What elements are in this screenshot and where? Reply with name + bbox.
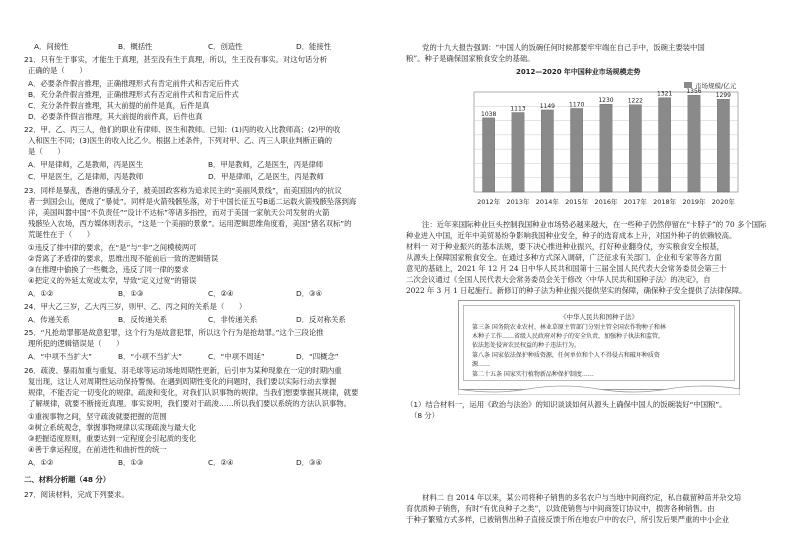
choice: D．反对称关系: [296, 315, 346, 324]
x-tick-label: 2013年: [506, 198, 530, 206]
x-tick-label: 2017年: [623, 198, 647, 206]
option: C．创造性: [208, 42, 243, 51]
data-label: 1222: [627, 97, 643, 105]
option: A．间接性: [34, 42, 69, 51]
question-stem: 洋，美国叫嚣中国“不负责任”“设计不达标”等诸多指控，而对于美国一家航天公司发射的火箭: [28, 208, 330, 217]
legend-swatch: [684, 82, 692, 88]
data-label: 1113: [510, 105, 526, 113]
note-text: 注：近年来国际种业巨头控制我国种业市场势必越来越大，在一些种子仍然停留在“卡脖子”的 70 多个国际: [422, 220, 767, 229]
material-text: 意见的基础上，2021 年 12 月 24 日中华人民共和国第十三届全国人民代表大会常务委员会第三十: [406, 264, 727, 273]
law-line: 第三条 国务院农业农村、林业草原主管部门分别主管全国农作物种子和林: [472, 324, 666, 331]
material-text: 二次会议通过《全国人民代表大会常务委员会关于修改〈中华人民共和国种子法〉的决定》，自: [406, 275, 711, 284]
option: B．甲是教师，乙是医生，丙是律师: [208, 160, 324, 169]
law-line: 木种子工作……省级人民政府对种子的安全负责，加强种子执法和监管，: [472, 333, 665, 340]
question-stem: 23．同样是暴乱，香港的骚乱分子，被美国政客称为追求民主的“美丽风景线”，而美国国内的抗议: [24, 186, 342, 195]
bar-2016年: [600, 104, 612, 192]
right-column: [406, 0, 778, 544]
data-label: 1170: [569, 101, 585, 109]
question-stem: （8 分）: [410, 411, 439, 420]
intro-text: 党的十九大报告强调：“中国人的饭碗任何时候都要牢牢端在自己手中，饭碗主要装中国: [422, 43, 705, 52]
x-tick-label: 2015年: [565, 198, 589, 206]
x-tick-label: 2014年: [535, 198, 559, 206]
box-wave-edge: [458, 385, 740, 395]
left-column: [24, 0, 384, 544]
material-text: 从源头上保障国家粮食安全。在通过多种方式深入调研，广泛征求有关部门、企业和专家等各方面: [406, 253, 722, 262]
choice: C．“中项不周延”: [208, 352, 265, 361]
question-stem: 26．疏浚、暴雨加重与重复、羽毛球等运动场地周期性更新，后引申为某种现象在一定的时期内重: [24, 366, 342, 375]
bar-2012年: [483, 118, 495, 192]
data-label: 1038: [481, 110, 497, 118]
bar-2014年: [541, 110, 553, 192]
option: D．必要条件假言推理，其大前提的前件真，后件也真: [28, 112, 203, 121]
statement: ④善于拿运程度，在前进性和曲折性的统一: [28, 445, 167, 454]
law-line: 第二十五条 国家实行植物新品种保护制度……: [472, 371, 594, 378]
law-line: 依法惩处侵害农民权益的种子违法行为。: [472, 342, 581, 349]
choice: C．非传递关系: [208, 315, 258, 324]
choice: D．③④: [296, 458, 323, 467]
option: C．甲是医生，乙是律师，丙是教师: [28, 172, 144, 181]
intro-text: 粮”。种子是确保国家粮食安全的基础。: [406, 54, 535, 63]
law-line: 第八条 国家依法保护种质资源，任何单位和个人不得侵占和破坏种质资: [472, 352, 660, 359]
choice: C．②④: [208, 289, 234, 298]
statement: ①违反了排中律的要求，在“是”与“非”之间模棱两可: [28, 243, 197, 252]
data-label: 1321: [657, 90, 673, 98]
question-stem: 22．甲、乙、丙三人，他们的职业有律师、医生和教师。已知：(1)丙的收入比教师高；(2)甲的收: [24, 125, 341, 134]
x-tick-label: 2018年: [653, 198, 677, 206]
question-stem: 是（ ）: [28, 147, 65, 156]
material-text: 于种子繁殖方式多样，已被销售出种子直接反馈于所在地农户中的农户，所引发后果严重的中小企业: [406, 515, 729, 524]
x-tick-label: 2019年: [682, 198, 706, 206]
statement: ①重视事物之间，坚守疏浚就要把握的范围: [28, 412, 167, 421]
data-label: 1356: [686, 88, 702, 96]
option: B．充分条件假言推理，正确推理形式有否定前件式和肯定后件式: [28, 90, 239, 99]
material-text: 育优质种子销售，有时“有优良种子之类”，以致使销售与中间商签订协议中，损害各种销售。由: [406, 504, 715, 513]
data-label: 1299: [715, 92, 731, 100]
market-size-bar-chart: [456, 80, 746, 210]
data-label: 1230: [598, 97, 614, 105]
choice: B．“小项不当扩大”: [118, 352, 182, 361]
material-text: 材料二 自 2014 年以来，某公司将种子销售的多名农户与当地中间商约定，私自截留种苗并杂交培: [422, 493, 742, 502]
question-stem: 21．只有生于事实，才能生于真理，甚至没有生于真理，所以，生王没有事实。对这句话分析: [24, 55, 327, 64]
option: C．充分条件假言推理，其大前提的前件是真，后件是真: [28, 101, 210, 110]
statement: ③把握适度原则，重要达到一定程度会引起质的变化: [28, 434, 197, 443]
question-stem: 24．甲大乙三岁，乙大丙三岁，则甲、乙、丙之间的关系是（ ）: [24, 302, 247, 311]
question-stem: 复出现，这让人对周期性运动保持警惕。在遇到周期性变化的问题时，我们要以实际行动去掌握: [28, 377, 337, 386]
bar-2018年: [659, 98, 671, 192]
bar-2020年: [717, 99, 729, 192]
chart-title: 2012—2020 年中国种业市场规模走势: [516, 68, 641, 76]
bar-2017年: [629, 105, 641, 192]
choice: D．③④: [296, 289, 323, 298]
question-stem: 了解规律，就要不断接近真理。事实说明，我们要对于疏浚……所以我们要以系统的方法认识事物。: [28, 399, 351, 408]
bar-2013年: [512, 113, 524, 193]
law-excerpt-box: [458, 300, 740, 390]
question-stem: 入和医生不同；(3)医生的收入比乙少。根据上述条件，下列对甲、乙、丙三人职业判断正确的: [28, 136, 332, 145]
chart-x-ticks: [477, 197, 735, 206]
material-text: 材料一 对于种业振兴的基本法规，要下决心推进种业振兴，打好种业翻身仗，夯实粮食安全根基，: [406, 242, 724, 251]
question-stem: 理所犯的逻辑错误是（ ）: [28, 339, 124, 348]
choice: B．①③: [118, 458, 144, 467]
option: D．甲是律师，乙是医生，丙是教师: [208, 172, 324, 181]
legend-label: 市场规模/亿元: [695, 82, 737, 90]
choice: A．①②: [28, 289, 54, 298]
option: A．必要条件假言推理，正确推理形式有肯定前件式和否定后件式: [28, 79, 239, 88]
material-text: 2022 年 3 月 1 日起施行。新修订的种子法为种业振兴提供坚实的保障，确保种子安全提供了法律保障。: [406, 286, 747, 295]
choice: D．“四概念”: [296, 352, 339, 361]
choice: A．“中项不当扩大”: [28, 352, 92, 361]
question-stem: 正确的是（ ）: [28, 66, 87, 75]
choice: C．②④: [208, 458, 234, 467]
choice: A．传递关系: [28, 315, 70, 324]
x-tick-label: 2012年: [477, 198, 501, 206]
law-title: 《中华人民共和国种子法》: [560, 313, 638, 321]
statement: ③在推理中偷换了一些概念，违反了同一律的要求: [28, 265, 189, 274]
bar-2015年: [571, 108, 583, 192]
statement: ②背离了矛盾律的要求，思维出现不能前后一致的逻辑错误: [28, 254, 219, 263]
question-stem: 残骸坠入农场，西方媒体则表示，“这是一个美丽的景象”。运用逻辑思维角度看，美国“猪名双标”的: [28, 219, 352, 228]
statement: ②树立系统观念，掌握事物规律以实现疏浚与最大化: [28, 423, 197, 432]
x-tick-label: 2020年: [711, 198, 735, 206]
choice: A．①②: [28, 458, 54, 467]
option: A．甲是律师，乙是教师，丙是医生: [28, 160, 144, 169]
question-stem: 27．阅读材料，完成下列要求。: [24, 490, 129, 499]
question-stem: 荒诞性在于（ ）: [28, 230, 95, 239]
note-text: 种业进入中国，近年中美贸易纷争影响我国种业安全，种子的选育成本上升，对国外种子的依赖较高。: [406, 231, 737, 240]
data-label: 1149: [539, 102, 555, 110]
option: B．概括性: [118, 42, 153, 51]
section-heading: 二、材料分析题（48 分）: [24, 475, 111, 484]
statement: ④把定义的外延太宽或太窄，导致“定义过宽”的错误: [28, 276, 197, 285]
choice: B．①③: [118, 289, 144, 298]
law-line: 源……: [472, 361, 491, 368]
bar-2019年: [688, 95, 700, 192]
question-stem: 25．“凡抢劫罪都是故意犯罪，这个行为是故意犯罪，所以这个行为是抢劫罪。”这个三段论推: [24, 328, 324, 337]
question-stem: 者一到国会山，便成了“暴徒”。同样是火箭残骸坠落，对于中国长征五号B遥二运载火箭残骸坠落到海: [28, 197, 357, 206]
option: D．能接性: [296, 42, 332, 51]
choice: B．反传递关系: [118, 315, 168, 324]
x-tick-label: 2016年: [594, 198, 618, 206]
question-stem: 规律，不能否定一切变化的规律。疏浚和变化，对我们认识事物的规律。当我们想要掌握其规律，就要: [28, 388, 359, 397]
law-excerpt-inner: [463, 305, 735, 381]
question-stem: （1）结合材料一，运用《政治与法治》的知识谈谈如何从源头上确保中国人的饭碗装好“中国粮”。: [406, 400, 727, 409]
